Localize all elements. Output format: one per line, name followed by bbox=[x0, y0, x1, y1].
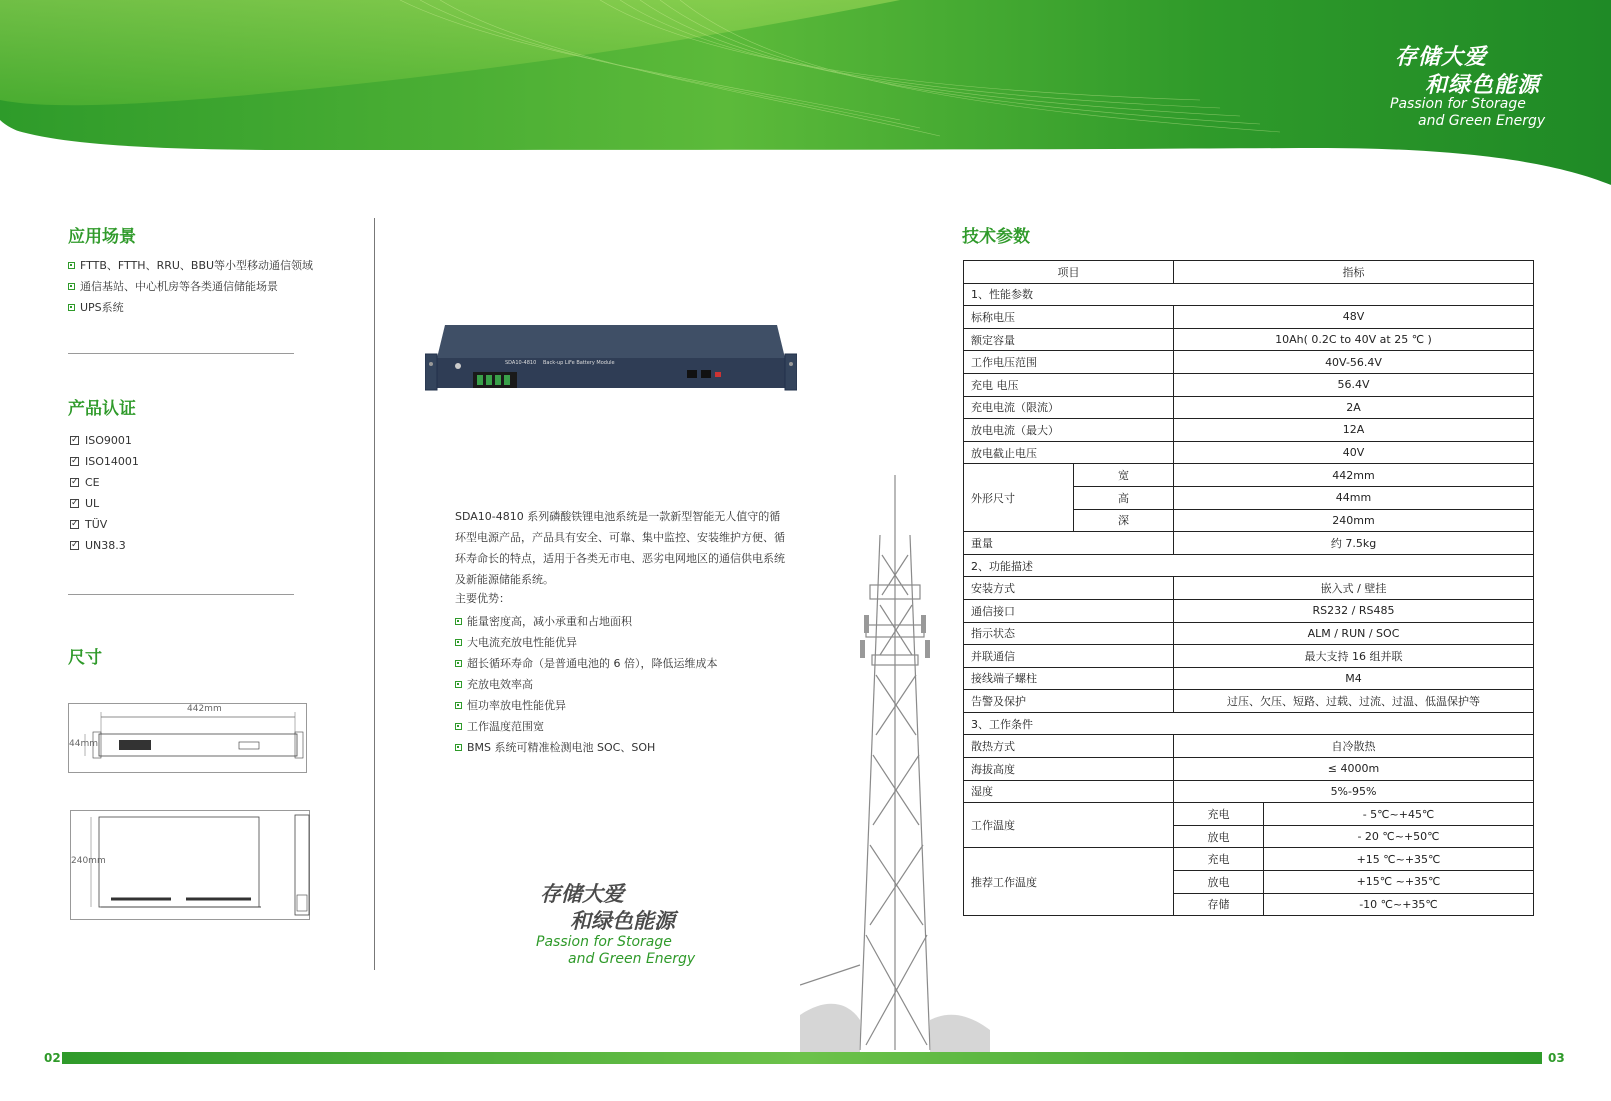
table-row bbox=[964, 328, 1534, 351]
bullet-icon bbox=[68, 283, 75, 290]
section-divider bbox=[68, 353, 294, 354]
advantage-item: 充放电效率高 bbox=[455, 674, 718, 695]
spec-label: 标称电压 bbox=[964, 306, 1174, 329]
table-row bbox=[964, 396, 1534, 419]
spec-label: 工作电压范围 bbox=[964, 351, 1174, 374]
mid-slogan-en2: and Green Energy bbox=[568, 951, 696, 967]
bullet-icon bbox=[455, 618, 462, 625]
advantages-list bbox=[455, 611, 718, 758]
spec-value: 44mm bbox=[1174, 486, 1534, 509]
spec-label: 并联通信 bbox=[964, 645, 1174, 668]
table-row bbox=[964, 690, 1534, 713]
section-label: 2、功能描述 bbox=[964, 554, 1534, 577]
height-dimension-label: 44mm bbox=[69, 739, 98, 749]
table-row bbox=[964, 645, 1534, 668]
certification-title: 产品认证 bbox=[68, 399, 136, 419]
product-description: SDA10-4810 系列磷酸铁锂电池系统是一款新型智能无人值守的循环型电源产品，产品具有安全、可靠、集中监控、安装维护方便、循环寿命长的特点，适用于各类无市电、恶劣电网地区的通信供电系统及新能源储能系统。 bbox=[455, 510, 785, 586]
section-label: 3、工作条件 bbox=[964, 712, 1534, 735]
section-row bbox=[964, 554, 1534, 577]
mid-slogan-en1: Passion for Storage bbox=[536, 934, 672, 950]
advantages-title: 主要优势： bbox=[455, 592, 510, 605]
spec-value: - 5℃~+45℃ bbox=[1264, 803, 1534, 826]
bullet-icon bbox=[68, 304, 75, 311]
advantage-item: 大电流充放电性能优异 bbox=[455, 632, 718, 653]
product-image bbox=[425, 320, 797, 398]
checkbox-icon: ✓ bbox=[71, 540, 79, 550]
page-number-right: 03 bbox=[1548, 1051, 1565, 1065]
sub-label: 存储 bbox=[1174, 893, 1264, 916]
width-dimension-label: 442mm bbox=[187, 704, 222, 714]
application-item: FTTB、FTTH、RRU、BBU等小型移动通信领域 bbox=[68, 255, 313, 276]
product-panel-text: Back-up LiFe Battery Module bbox=[543, 360, 615, 366]
sub-label: 宽 bbox=[1074, 464, 1174, 487]
spec-label: 海拔高度 bbox=[964, 758, 1174, 781]
spec-label: 工作温度 bbox=[964, 803, 1174, 848]
spec-value: 5%-95% bbox=[1174, 780, 1534, 803]
certification-item: ✓ ISO14001 bbox=[71, 455, 139, 468]
table-row bbox=[964, 622, 1534, 645]
bullet-icon bbox=[68, 262, 75, 269]
spec-value: ALM / RUN / SOC bbox=[1174, 622, 1534, 645]
specs-title: 技术参数 bbox=[962, 227, 1030, 247]
table-row bbox=[964, 577, 1534, 600]
spec-value: +15 ℃~+35℃ bbox=[1264, 848, 1534, 871]
spec-value: -10 ℃~+35℃ bbox=[1264, 893, 1534, 916]
spec-label: 通信接口 bbox=[964, 599, 1174, 622]
sub-label: 放电 bbox=[1174, 871, 1264, 894]
certification-item: ✓ UL bbox=[71, 497, 100, 510]
spec-label: 充电电流（限流） bbox=[964, 396, 1174, 419]
spec-label: 充电 电压 bbox=[964, 373, 1174, 396]
telecom-tower-image bbox=[800, 475, 990, 1055]
top-dimension-drawing bbox=[70, 810, 310, 920]
depth-dimension-label: 240mm bbox=[71, 856, 106, 866]
spec-label: 外形尺寸 bbox=[964, 464, 1074, 532]
table-row bbox=[964, 419, 1534, 442]
bullet-icon bbox=[455, 744, 462, 751]
spec-label: 放电截止电压 bbox=[964, 441, 1174, 464]
spec-label: 安装方式 bbox=[964, 577, 1174, 600]
spec-label: 推荐工作温度 bbox=[964, 848, 1174, 916]
spec-value: 最大支持 16 组并联 bbox=[1174, 645, 1534, 668]
table-header-row bbox=[964, 261, 1534, 284]
spec-label: 指示状态 bbox=[964, 622, 1174, 645]
mid-slogan bbox=[534, 878, 704, 973]
header-slogan-en1: Passion for Storage bbox=[1390, 96, 1526, 112]
advantage-item: 超长循环寿命（是普通电池的 6 倍），降低运维成本 bbox=[455, 653, 718, 674]
section-label: 1、性能参数 bbox=[964, 283, 1534, 306]
header-slogan-cn1: 存储大爱 bbox=[1395, 45, 1488, 70]
footer-bar bbox=[62, 1052, 1542, 1064]
front-dimension-drawing bbox=[68, 703, 307, 773]
spec-value: 40V-56.4V bbox=[1174, 351, 1534, 374]
application-item: UPS系统 bbox=[68, 297, 313, 318]
header-wave-banner bbox=[0, 0, 1611, 200]
table-row bbox=[964, 599, 1534, 622]
table-row bbox=[964, 441, 1534, 464]
table-row bbox=[964, 464, 1534, 487]
spec-value: 12A bbox=[1174, 419, 1534, 442]
spec-label: 湿度 bbox=[964, 780, 1174, 803]
spec-value: 442mm bbox=[1174, 464, 1534, 487]
front-drawing-svg bbox=[69, 704, 308, 774]
spec-value: ≤ 4000m bbox=[1174, 758, 1534, 781]
spec-value: 过压、欠压、短路、过载、过流、过温、低温保护等 bbox=[1174, 690, 1534, 713]
advantage-item: 工作温度范围宽 bbox=[455, 716, 718, 737]
checkbox-icon: ✓ bbox=[71, 519, 79, 529]
spec-value: 10Ah( 0.2C to 40V at 25 ℃ ) bbox=[1174, 328, 1534, 351]
checkbox-icon: ✓ bbox=[71, 477, 79, 487]
sub-label: 放电 bbox=[1174, 825, 1264, 848]
certification-list bbox=[70, 430, 139, 556]
section-row bbox=[964, 283, 1534, 306]
spec-label: 散热方式 bbox=[964, 735, 1174, 758]
spec-value: 40V bbox=[1174, 441, 1534, 464]
spec-label: 告警及保护 bbox=[964, 690, 1174, 713]
header-slogan-en2: and Green Energy bbox=[1418, 113, 1546, 129]
column-divider bbox=[374, 218, 375, 970]
product-model-label: SDA10-4810 bbox=[505, 360, 537, 366]
top-drawing-svg bbox=[71, 811, 311, 921]
application-list bbox=[68, 255, 313, 318]
certification-item: ✓ UN38.3 bbox=[71, 539, 126, 552]
product-drawing-svg bbox=[425, 320, 797, 398]
checkbox-icon: ✓ bbox=[71, 456, 79, 466]
certification-item: ✓ ISO9001 bbox=[71, 434, 132, 447]
page-number-left: 02 bbox=[44, 1051, 61, 1065]
spec-value: M4 bbox=[1174, 667, 1534, 690]
table-row bbox=[964, 758, 1534, 781]
table-row bbox=[964, 373, 1534, 396]
spec-value: RS232 / RS485 bbox=[1174, 599, 1534, 622]
table-row bbox=[964, 848, 1534, 871]
spec-value: 240mm bbox=[1174, 509, 1534, 532]
checkbox-icon: ✓ bbox=[71, 498, 79, 508]
table-row bbox=[964, 667, 1534, 690]
spec-value: 48V bbox=[1174, 306, 1534, 329]
spec-value: 嵌入式 / 壁挂 bbox=[1174, 577, 1534, 600]
bullet-icon bbox=[455, 639, 462, 646]
bullet-icon bbox=[455, 660, 462, 667]
certification-item: ✓ TÜV bbox=[71, 518, 108, 531]
application-title: 应用场景 bbox=[68, 227, 136, 247]
spec-table bbox=[963, 260, 1534, 916]
header-item: 项目 bbox=[964, 261, 1174, 284]
table-row bbox=[964, 735, 1534, 758]
application-item: 通信基站、中心机房等各类通信储能场景 bbox=[68, 276, 313, 297]
spec-value: 2A bbox=[1174, 396, 1534, 419]
spec-value: 自冷散热 bbox=[1174, 735, 1534, 758]
table-row bbox=[964, 780, 1534, 803]
spec-value: 56.4V bbox=[1174, 373, 1534, 396]
mid-slogan-cn2: 和绿色能源 bbox=[570, 909, 675, 933]
advantage-item: BMS 系统可精准检测电池 SOC、SOH bbox=[455, 737, 718, 758]
advantage-item: 能量密度高，减小承重和占地面积 bbox=[455, 611, 718, 632]
header-value: 指标 bbox=[1174, 261, 1534, 284]
spec-label: 接线端子螺柱 bbox=[964, 667, 1174, 690]
sub-label: 高 bbox=[1074, 486, 1174, 509]
dimensions-title: 尺寸 bbox=[68, 648, 102, 668]
table-row bbox=[964, 803, 1534, 826]
header-slogan bbox=[1385, 40, 1575, 135]
section-divider bbox=[68, 594, 294, 595]
table-row bbox=[964, 306, 1534, 329]
sub-label: 深 bbox=[1074, 509, 1174, 532]
spec-value: +15℃ ~+35℃ bbox=[1264, 871, 1534, 894]
checkbox-icon: ✓ bbox=[71, 435, 79, 445]
advantage-item: 恒功率放电性能优异 bbox=[455, 695, 718, 716]
spec-label: 重量 bbox=[964, 532, 1174, 555]
spec-value: - 20 ℃~+50℃ bbox=[1264, 825, 1534, 848]
sub-label: 充电 bbox=[1174, 848, 1264, 871]
bullet-icon bbox=[455, 681, 462, 688]
sub-label: 充电 bbox=[1174, 803, 1264, 826]
spec-label: 额定容量 bbox=[964, 328, 1174, 351]
bullet-icon bbox=[455, 723, 462, 730]
spec-value: 约 7.5kg bbox=[1174, 532, 1534, 555]
bullet-icon bbox=[455, 702, 462, 709]
spec-label: 放电电流（最大） bbox=[964, 419, 1174, 442]
section-row bbox=[964, 712, 1534, 735]
certification-item: ✓ CE bbox=[71, 476, 100, 489]
mid-slogan-cn1: 存储大爱 bbox=[540, 882, 624, 906]
header-slogan-cn2: 和绿色能源 bbox=[1425, 73, 1541, 98]
table-row bbox=[964, 351, 1534, 374]
table-row bbox=[964, 532, 1534, 555]
